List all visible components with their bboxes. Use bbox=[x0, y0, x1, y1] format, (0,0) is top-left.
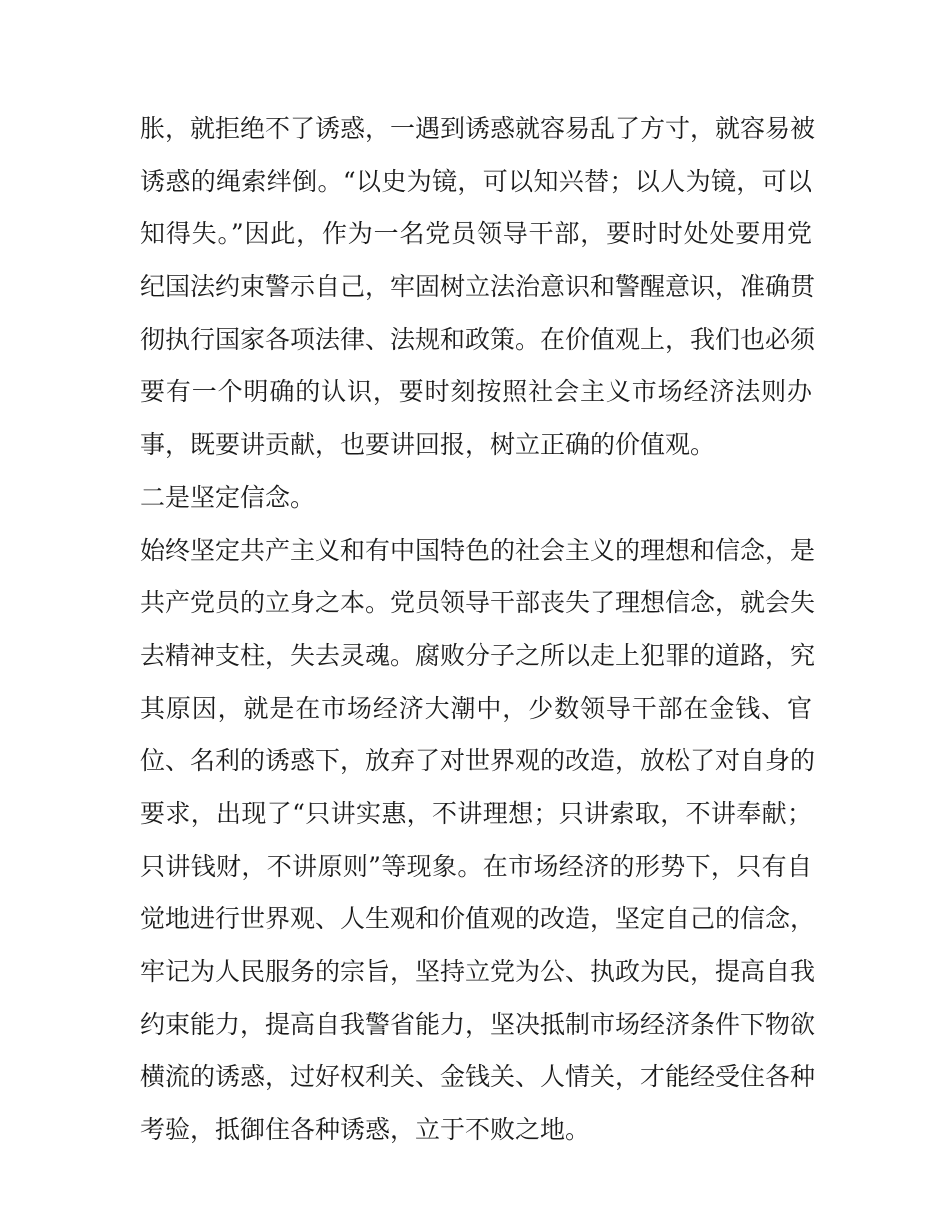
document-body bbox=[140, 103, 816, 1157]
paragraph-line: 只讲钱财，不讲原则”等现象。在市场经济的形势下，只有自 bbox=[140, 851, 812, 881]
paragraph-line: 去精神支柱，失去灵魂。腐败分子之所以走上犯罪的道路，究 bbox=[140, 640, 816, 670]
paragraph-line: 始终坚定共产主义和有中国特色的社会主义的理想和信念，是 bbox=[140, 535, 816, 565]
paragraph-line: 诱惑的绳索绊倒。“以史为镜，可以知兴替；以人为镜，可以 bbox=[140, 166, 812, 196]
paragraph-line: 位、名利的诱惑下，放弃了对世界观的改造，放松了对自身的 bbox=[140, 746, 816, 776]
paragraph-line: 胀，就拒绝不了诱惑，一遇到诱惑就容易乱了方寸，就容易被 bbox=[140, 114, 816, 143]
paragraph-line: 觉地进行世界观、人生观和价值观的改造，坚定自己的信念， bbox=[140, 904, 816, 934]
paragraph-line: 横流的诱惑，过好权利关、金钱关、人情关，才能经受住各种 bbox=[140, 1062, 816, 1092]
paragraph-line: 要求，出现了“只讲实惠，不讲理想；只讲索取，不讲奉献； bbox=[140, 798, 812, 828]
paragraph-line: 彻执行国家各项法律、法规和政策。在价值观上，我们也必须 bbox=[140, 324, 816, 354]
paragraph-line: 事，既要讲贡献，也要讲回报，树立正确的价值观。 bbox=[140, 430, 716, 460]
paragraph-1 bbox=[140, 103, 816, 472]
paragraph-line: 考验，抵御住各种诱惑，立于不败之地。 bbox=[140, 1115, 591, 1145]
paragraph-line: 要有一个明确的认识，要时刻按照社会主义市场经济法则办 bbox=[140, 377, 812, 407]
paragraph-line: 知得失。”因此，作为一名党员领导干部，要时时处处要用党 bbox=[140, 219, 812, 249]
paragraph-line: 共产党员的立身之本。党员领导干部丧失了理想信念，就会失 bbox=[140, 588, 816, 618]
paragraph-line: 牢记为人民服务的宗旨，坚持立党为公、执政为民，提高自我 bbox=[140, 957, 816, 986]
paragraph-line: 约束能力，提高自我警省能力，坚决抵制市场经济条件下物欲 bbox=[140, 1009, 816, 1039]
section-heading: 二是坚定信念。 bbox=[140, 482, 316, 512]
paragraph-line: 纪国法约束警示自己，牢固树立法治意识和警醒意识，准确贯 bbox=[140, 272, 816, 302]
paragraph-line: 其原因，就是在市场经济大潮中，少数领导干部在金钱、官 bbox=[140, 693, 812, 723]
paragraph-2 bbox=[140, 525, 816, 1157]
